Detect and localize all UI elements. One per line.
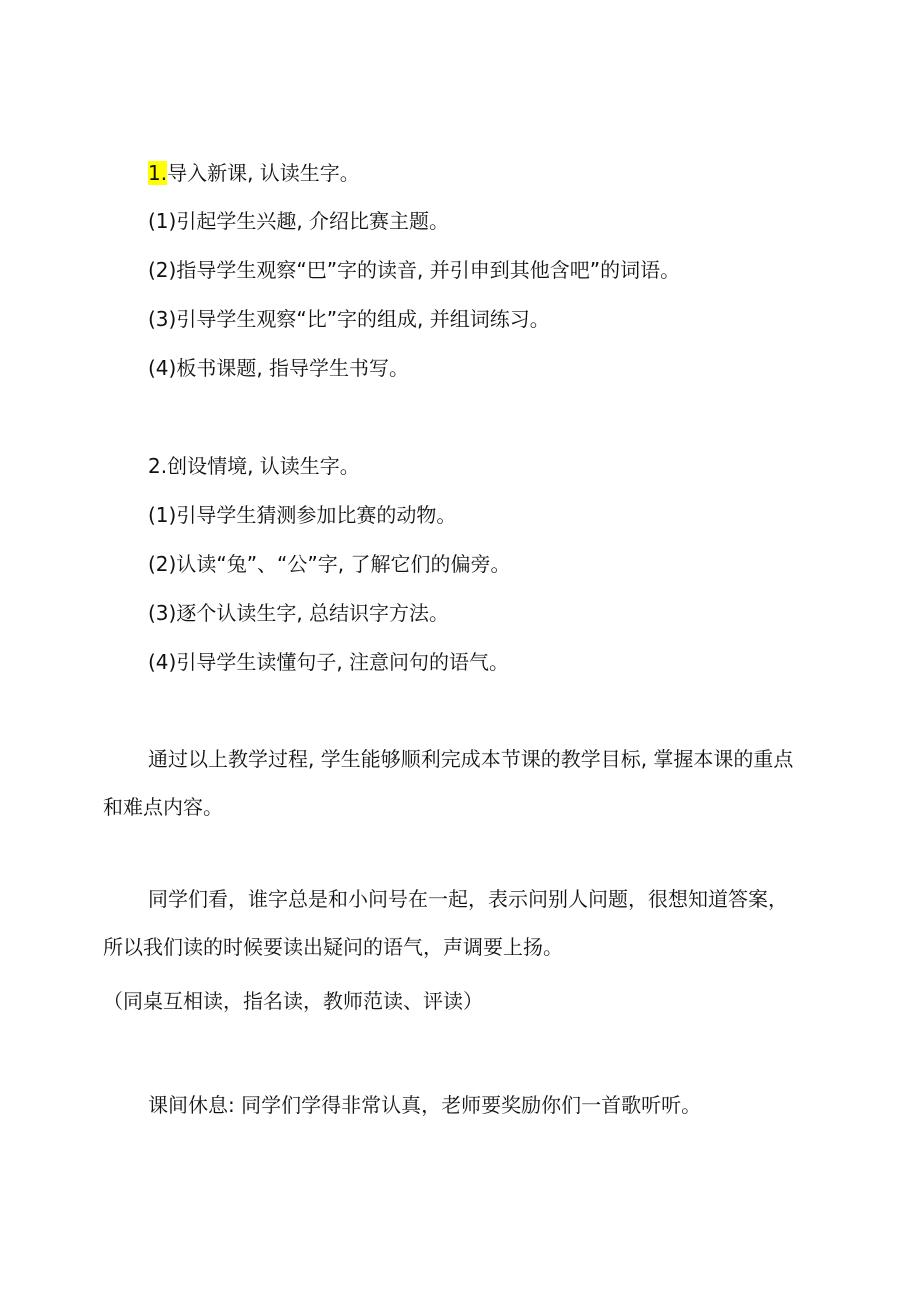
- section-2-item-1: (1)引导学生猜测参加比赛的动物。: [148, 503, 457, 527]
- section-1-heading: [148, 159, 360, 187]
- section-2-item-2: (2)认读“兔”、“公”字, 了解它们的偏旁。: [148, 552, 511, 576]
- section-1-item-2: (2)指导学生观察“巴”字的读音, 并引申到其他含吧”的词语。: [148, 258, 681, 282]
- section-1-item-1: (1)引起学生兴趣, 介绍比赛主题。: [148, 209, 450, 233]
- break-note: 课间休息: 同学们学得非常认真，老师要奖励你们一首歌听听。: [148, 1093, 702, 1117]
- section-2-heading: 2.创设情境, 认读生字。: [148, 454, 360, 478]
- reading-note: （同桌互相读，指名读，教师范读、评读）: [103, 989, 483, 1013]
- summary-paragraph: 通过以上教学过程, 学生能够顺利完成本节课的教学目标, 掌握本课的重点和难点内容。: [103, 747, 794, 819]
- section-2-item-4: (4)引导学生读懂句子, 注意问句的语气。: [148, 650, 510, 674]
- explanation-paragraph: 同学们看，谁字总是和小问号在一起，表示问别人问题，很想知道答案，所以我们读的时候要读出疑问的语气，声调要上扬。: [103, 887, 788, 959]
- section-1-item-4: (4)板书课题, 指导学生书写。: [148, 356, 410, 380]
- section-1-item-3: (3)引导学生观察“比”字的组成, 并组词练习。: [148, 307, 550, 331]
- section-1-title: 导入新课, 认读生字。: [167, 161, 360, 185]
- section-2-item-3: (3)逐个认读生字, 总结识字方法。: [148, 601, 450, 625]
- section-1-number: 1.: [148, 161, 168, 185]
